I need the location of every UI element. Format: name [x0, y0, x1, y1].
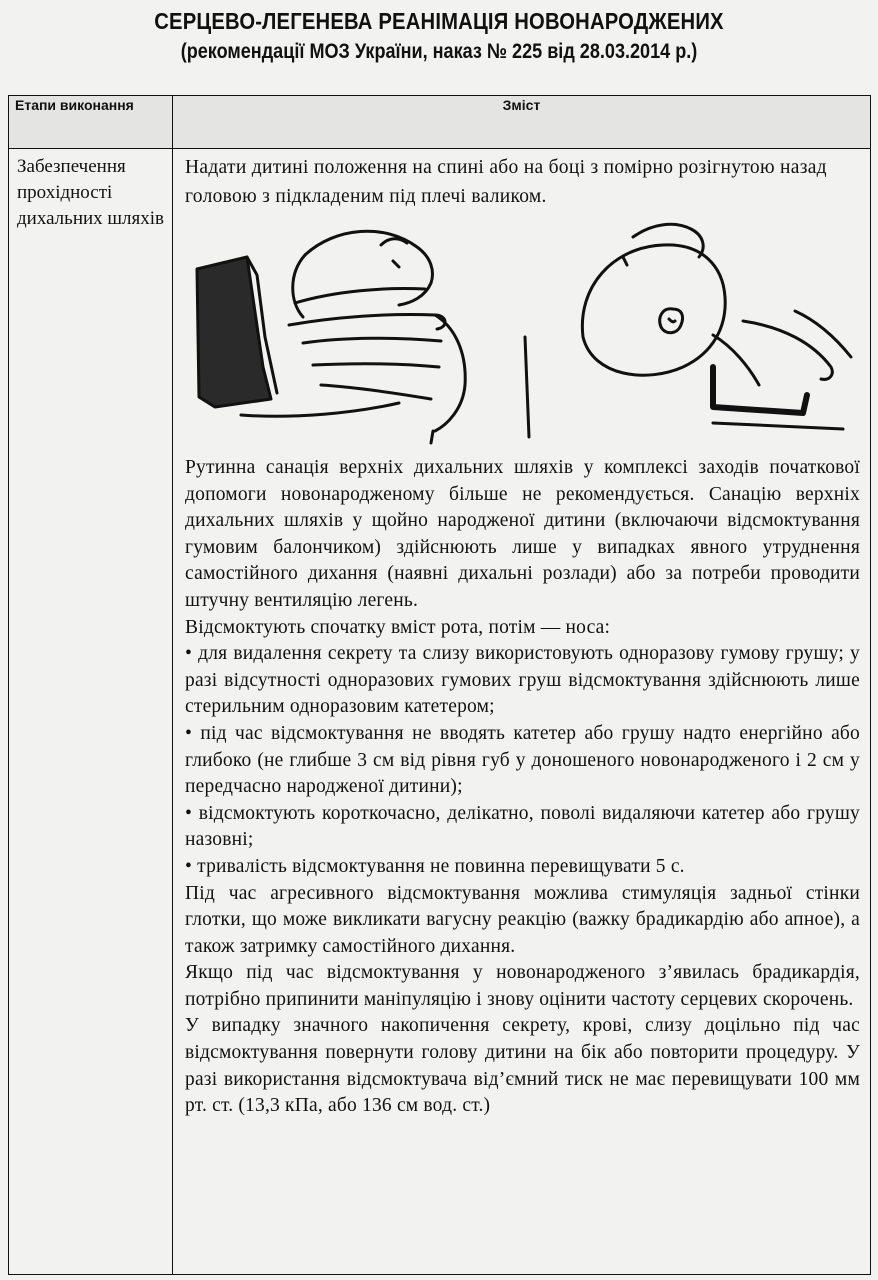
bullet-item: • під час відсмоктування не вводять катетер або грушу надто енергійно або глибоко (не глибше 3 см від рівня губ у доношеного новонародженого і 2 см у передчасно народженої дитини); — [185, 721, 860, 801]
infant-side-position-illustration — [563, 217, 863, 445]
column-header-content: Зміст — [173, 96, 871, 149]
instruction-table — [8, 95, 871, 1275]
bullet-item: • відсмоктують короткочасно, делікатно, поволі видаляючи катетер або грушу назовні; — [185, 801, 860, 854]
stage-label: Забезпечення прохідності дихальних шляхів — [17, 156, 165, 229]
aggressive-suction-paragraph: Під час агресивного відсмоктування можлива стимуляція задньої стінки глотки, що може викликати вагусну реакцію (важку брадикардію або апное), а також затримку самостійного дихання. — [185, 882, 860, 957]
content-cell — [173, 149, 871, 1275]
table-row — [9, 149, 871, 1275]
suction-order-paragraph: Відсмоктують спочатку вміст рота, потім — носа: — [185, 616, 611, 638]
bullet-item: • тривалість відсмоктування не повинна перевищувати 5 с. — [185, 854, 860, 881]
page-subtitle: (рекомендації МОЗ України, наказ № 225 від 28.03.2014 р.) — [180, 40, 698, 63]
bradycardia-paragraph: Якщо під час відсмоктування у новонародженого з’явилась брадикардія, потрібно припинити маніпуляцію і знову оцінити частоту серцевих скорочень. — [185, 962, 860, 1010]
bullet-item: • для видалення секрету та слизу використовують одноразову гумову грушу; у разі відсутності одноразових гумових груш відсмоктування здійснюють лише стерильним одноразовим катетером; — [185, 641, 860, 721]
positioning-instruction: Надати дитині положення на спині або на боці з помірно розігнутою назад головою з підкладеним під плечі валиком. — [185, 157, 827, 207]
page-title: СЕРЦЕВО-ЛЕГЕНЕВА РЕАНІМАЦІЯ НОВОНАРОДЖЕНИХ — [154, 8, 724, 34]
column-header-stage: Етапи виконання — [9, 96, 173, 149]
routine-sanitation-paragraph: Рутинна санація верхніх дихальних шляхів у комплексі заходів початкової допомоги новонародженому більше не рекомендується. Санацію верхніх дихальних шляхів у щойно народженої дитини (включаючи відсмоктування гумовим балончиком) здійснюють лише у випадках явного утруднення самостійного дихання (наявні дихальні розлади) або за потреби проводити штучну вентиляцію легень. — [185, 457, 860, 611]
table-header-row — [9, 96, 871, 149]
infant-airway-positioning-illustration — [185, 217, 550, 445]
secretion-accumulation-paragraph: У випадку значного накопичення секрету, крові, слизу доцільно під час відсмоктування повернути голову дитини на бік або повторити процедуру. У разі використання відсмоктувача від’ємний тиск не має перевищувати 100 мм рт. ст. (13,3 кПа, або 136 см вод. ст.) — [185, 1015, 860, 1117]
stage-cell — [9, 149, 173, 1275]
illustrations — [185, 217, 860, 445]
